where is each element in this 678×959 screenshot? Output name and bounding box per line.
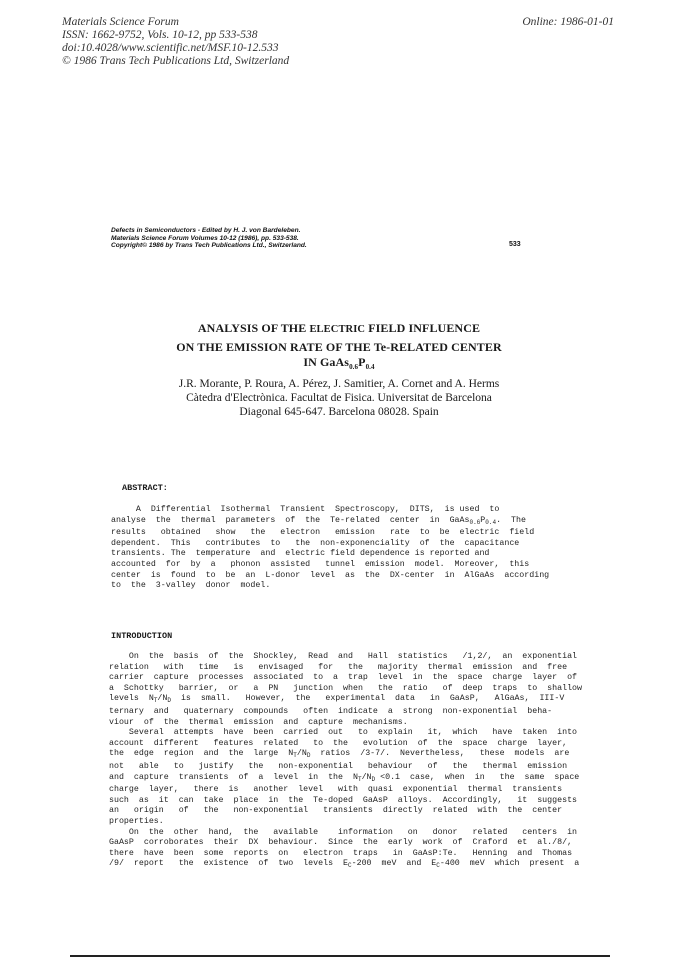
text-fragment: P [480,515,486,525]
title-part: ELECTRIC [309,324,366,335]
subscript: D [371,775,376,783]
journal-citation [62,16,289,68]
title-part: ANALYSIS OF THE [197,321,307,335]
text-line: accounted for by a phonon assisted tunnel emission model. Moreover, this [111,559,530,569]
text-line: to the 3-valley donor model. [111,581,271,591]
subscript: 0.4 [485,518,497,526]
text-fragment: /N [361,772,372,782]
text-line: there have been some reports on electron traps in GaAsP:Te. Henning and Thomas [109,848,573,858]
text-fragment: and capture transients of a level in the N [109,772,358,782]
copyright-line: © 1986 Trans Tech Publications Ltd, Switzerland [62,55,290,67]
title-part: P [358,355,366,369]
text-line: carrier capture processes associated to a trap level in the space charge layer of [109,673,578,683]
text-line: A Differential Isothermal Transient Spectroscopy, DITS, is used to [111,505,500,514]
title-line-2: ON THE EMISSION RATE OF THE Te-RELATED CENTER [176,340,502,354]
abstract-body [111,505,549,592]
text-line: On the basis of the Shockley, Read and Hall statistics /1,2/, an exponential [109,652,578,661]
subscript: D [306,752,311,760]
subscript: D [167,697,171,705]
text-fragment: . The [496,515,526,525]
text-fragment: /N [296,749,307,759]
text-line: properties. [109,816,164,826]
subscript: T [153,697,158,705]
text-line: results obtained show the electron emission rate to be electric field [111,528,535,538]
title-line-3 [0,355,678,371]
text-line: Several attempts have been carried out to explain it, which have taken into [109,728,578,738]
title-part: IN GaAs [303,355,350,369]
text-fragment: is small. However, the experimental data in GaAsP, AlGaAs, III-V [171,694,565,704]
issn-line: ISSN: 1662-9752, Vols. 10-12, pp 533-538 [62,29,258,41]
text-line: relation with time is envisaged for the majority thermal emission and free [109,662,568,672]
text-fragment: <0.1 case, when in the same space [375,772,580,782]
text-line: dependent. This contributes to the non-exponenciality of the capacitance [111,538,520,548]
text-fragment: the edge region and the large N [109,749,294,759]
text-fragment: /N [157,694,168,704]
text-line: account different features related to the evolution of the space charge layer, [109,738,568,748]
text-fragment: -400 meV which present a [439,859,580,869]
text-line: charge layer, there is another level with quasi exponential thermal transients [109,785,563,795]
author-list: J.R. Morante, P. Roura, A. Pérez, J. Samitier, A. Cornet and A. Herms [178,378,500,390]
text-fragment: ratios /3-7/. Nevertheless, these models are [310,749,570,759]
text-line: On the other hand, the available information on donor related centers in [109,827,578,837]
text-fragment: levels N [109,694,154,704]
journal-name: Materials Science Forum [62,16,179,28]
pubinfo-line: Materials Science Forum Volumes 10-12 (1986), pp. 533-538. [111,234,299,242]
text-line: not able to justify the non-exponential behaviour of the thermal emission [109,761,568,771]
pubinfo-line: Defects in Semiconductors - Edited by H. J. von Bardeleben. [111,227,301,234]
publication-info [111,227,307,250]
subscript: T [357,775,362,783]
text-fragment: -200 meV and E [351,859,437,869]
introduction-heading: INTRODUCTION [111,631,173,641]
subscript: C [436,862,440,870]
title-line-1 [0,321,678,336]
text-line: center is found to be an L-donor level as the DX-center in AlGaAs according [111,570,550,580]
text-line: analyse the thermal parameters of the Te-related center in GaAs [111,515,470,525]
text-line: viour of the thermal emission and capture mechanisms. [109,717,408,727]
text-line: GaAsP corroborates their DX behaviour. Since the early work of Craford et al./8/, [109,838,573,848]
subscript: C [348,862,352,870]
subscript: 0.6 [349,363,359,371]
bottom-rule [70,955,610,957]
text-line: an origin of the non-exponential transients directly related with the center [109,806,563,816]
subscript: T [293,752,297,760]
online-date: Online: 1986-01-01 [522,16,614,28]
address: Diagonal 645-647. Barcelona 08028. Spain [239,406,439,418]
pubinfo-line: Copyright© 1986 by Trans Tech Publications Ltd., Switzerland. [111,242,307,250]
title-part: FIELD INFLUENCE [368,321,481,335]
text-fragment: /9/ report the existence of two levels E [109,859,348,869]
subscript: 0.4 [365,363,375,371]
doi-line[interactable]: doi:10.4028/www.scientific.net/MSF.10-12.533 [62,42,279,54]
text-line: transients. The temperature and electric field dependence is reported and [111,549,490,559]
introduction-body [109,652,582,872]
subscript: 0.6 [469,518,481,526]
text-line: ternary and quaternary compounds often indicate a strong non-exponential beha- [109,706,553,716]
affiliation: Càtedra d'Electrònica. Facultat de Fisica. Universitat de Barcelona [186,392,492,404]
abstract-heading: ABSTRACT: [122,483,168,493]
text-line: such as it can take place in the Te-doped GaAsP alloys. Accordingly, it suggests [109,795,578,805]
text-line: a Schottky barrier, or a PN junction when the ratio of deep traps to shallow [109,683,582,693]
page-number: 533 [509,241,521,248]
